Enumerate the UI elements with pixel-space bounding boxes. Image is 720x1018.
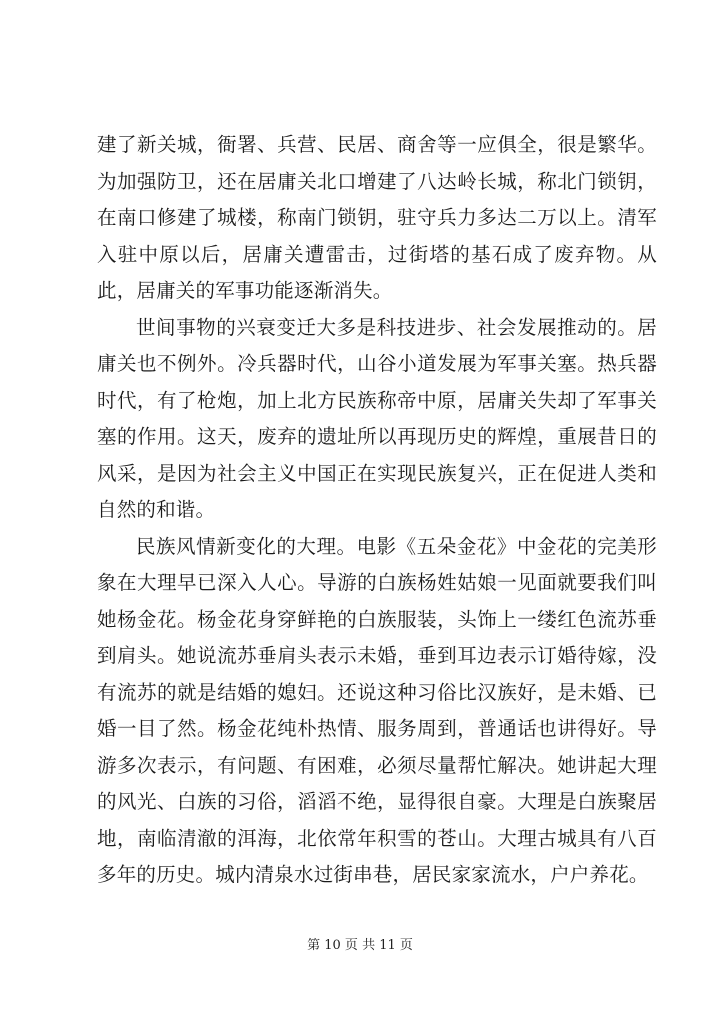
page-number-footer: 第 10 页 共 11 页 [307, 938, 413, 953]
document-body [97, 127, 657, 894]
paragraph-continuation: 建了新关城，衙署、兵营、民居、商舍等一应俱全，很是繁华。为加强防卫，还在居庸关北口增建了八达岭长城，称北门锁钥，在南口修建了城楼，称南门锁钥，驻守兵力多达二万以上。清军入驻中原以后，居庸关遭雷击，过街塔的基石成了废弃物。从此，居庸关的军事功能逐渐消失。 [97, 133, 657, 302]
paragraph-juyongguan: 世间事物的兴衰变迁大多是科技进步、社会发展推动的。居庸关也不例外。冷兵器时代，山谷小道发展为军事关塞。热兵器时代，有了枪炮，加上北方民族称帝中原，居庸关失却了军事关塞的作用。这天，废弃的遗址所以再现历史的辉煌，重展昔日的风采，是因为社会主义中国正在实现民族复兴，正在促进人类和自然的和谐。 [97, 315, 657, 521]
paragraph-dali: 民族风情新变化的大理。电影《五朵金花》中金花的完美形象在大理早已深入人心。导游的白族杨姓姑娘一见面就要我们叫她杨金花。杨金花身穿鲜艳的白族服装，头饰上一缕红色流苏垂到肩头。她说流苏垂肩头表示未婚，垂到耳边表示订婚待嫁，没有流苏的就是结婚的媳妇。还说这种习俗比汉族好，是未婚、已婚一目了然。杨金花纯朴热情、服务周到，普通话也讲得好。导游多次表示，有问题、有困难，必须尽量帮忙解决。她讲起大理的风光、白族的习俗，滔滔不绝，显得很自豪。大理是白族聚居地，南临清澈的洱海，北依常年积雪的苍山。大理古城具有八百多年的历史。城内清泉水过街串巷，居民家家流水，户户养花。 [97, 534, 657, 886]
